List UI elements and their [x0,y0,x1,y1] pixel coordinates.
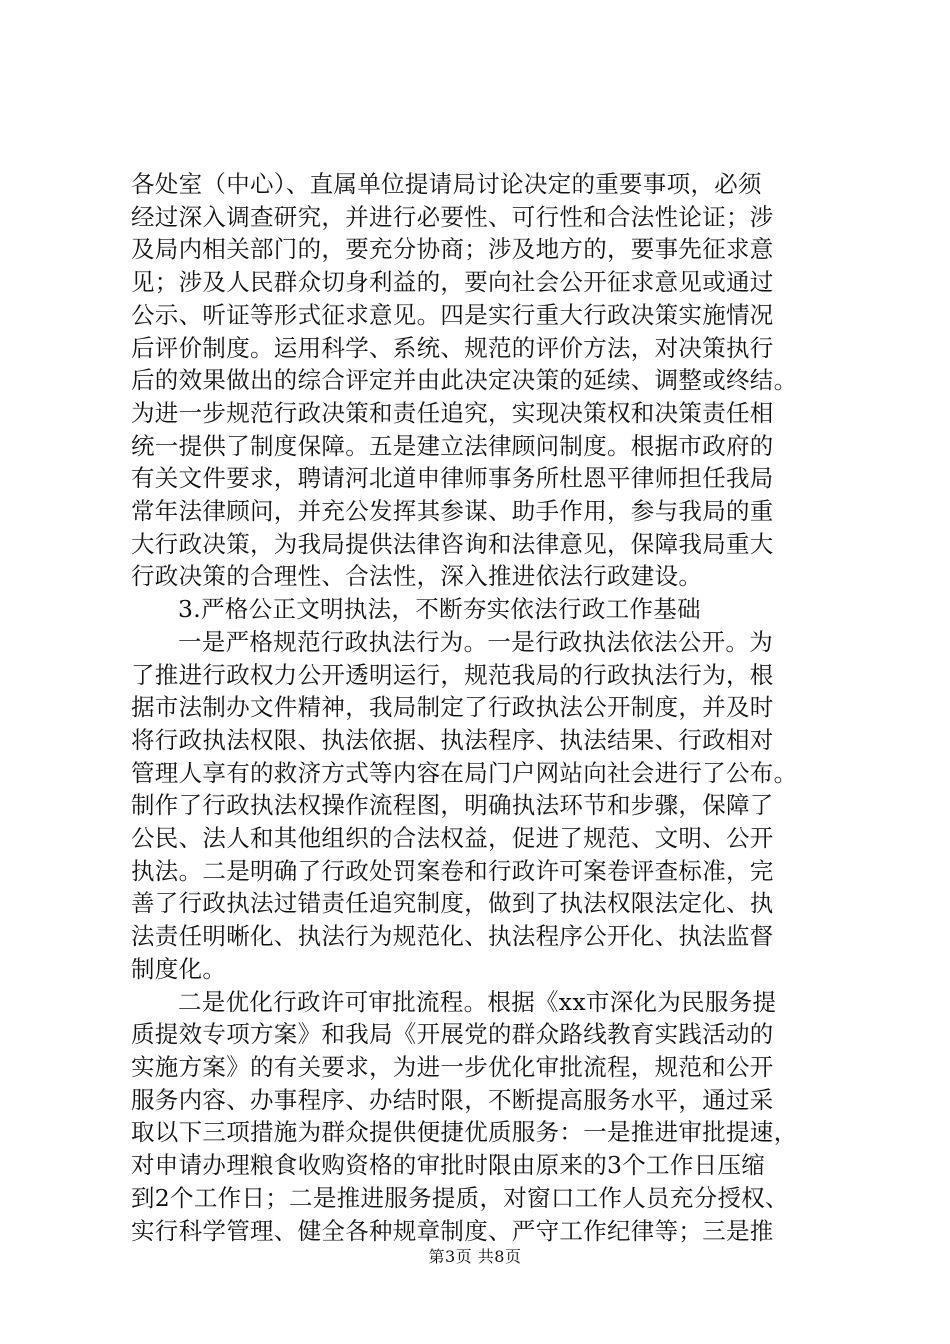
text-line: 对申请办理粮食收购资格的审批时限由原来的3个工作日压缩 [131,1151,766,1180]
text-line: 行政决策的合理性、合法性，深入推进依法行政建设。 [131,562,703,591]
page-number-footer: 第3页 共8页 [428,1247,522,1266]
text-line: 后评价制度。运用科学、系统、规范的评价方法，对决策执行 [131,333,774,362]
text-line: 制作了行政执法权操作流程图，明确执法环节和步骤，保障了 [131,791,774,820]
text-line: 据市法制办文件精神，我局制定了行政执法公开制度，并及时 [131,693,774,722]
text-line: 了推进行政权力公开透明运行，规范我局的行政执法行为，根 [131,660,774,689]
text-line: 取以下三项措施为群众提供便捷优质服务：一是推进审批提速， [131,1118,798,1147]
text-line: 实行科学管理、健全各种规章制度、严守工作纪律等；三是推 [131,1216,774,1245]
text-line: 统一提供了制度保障。五是建立法律顾问制度。根据市政府的 [131,431,774,460]
text-line: 制度化。 [131,954,227,983]
text-line: 公示、听证等形式征求意见。四是实行重大行政决策实施情况 [131,300,774,329]
text-line: 为进一步规范行政决策和责任追究，实现决策权和决策责任相 [131,398,774,427]
text-line: 质提效专项方案》和我局《开展党的群众路线教育实践活动的 [131,1020,774,1049]
document-body [131,168,831,1247]
text-line: 善了行政执法过错责任追究制度，做到了执法权限法定化、执 [131,889,774,918]
section-heading: 3.严格公正文明执法，不断夯实依法行政工作基础 [178,595,701,624]
text-line: 管理人享有的救济方式等内容在局门户网站向社会进行了公布。 [131,758,798,787]
text-line: 服务内容、办事程序、办结时限，不断提高服务水平，通过采 [131,1085,774,1114]
text-line: 常年法律顾问，并充公发挥其参谋、助手作用，参与我局的重 [131,497,774,526]
text-line: 经过深入调查研究，并进行必要性、可行性和合法性论证；涉 [131,202,774,231]
text-line: 执法。二是明确了行政处罚案卷和行政许可案卷评查标准，完 [131,856,774,885]
text-line: 公民、法人和其他组织的合法权益，促进了规范、文明、公开 [131,824,774,853]
text-line: 后的效果做出的综合评定并由此决定决策的延续、调整或终结。 [131,366,798,395]
paragraph-start-line: 二是优化行政许可审批流程。根据《xx市深化为民服务提 [178,987,777,1016]
text-line: 到2个工作日；二是推进服务提质，对窗口工作人员充分授权、 [131,1183,789,1212]
paragraph-start-line: 一是严格规范行政执法行为。一是行政执法依法公开。为 [178,627,773,656]
text-line: 有关文件要求，聘请河北道申律师事务所杜恩平律师担任我局 [131,464,774,493]
text-line: 各处室（中心）、直属单位提请局讨论决定的重要事项，必须 [131,170,762,198]
text-line: 实施方案》的有关要求，为进一步优化审批流程，规范和公开 [131,1052,774,1081]
text-line: 将行政执法权限、执法依据、执法程序、执法结果、行政相对 [131,725,774,754]
text-line: 大行政决策，为我局提供法律咨询和法律意见，保障我局重大 [131,529,774,558]
text-line: 见；涉及人民群众切身利益的，要向社会公开征求意见或通过 [131,268,774,297]
text-line: 及局内相关部门的，要充分协商；涉及地方的，要事先征求意 [131,235,774,264]
text-line: 法责任明晰化、执法行为规范化、执法程序公开化、执法监督 [131,922,774,951]
